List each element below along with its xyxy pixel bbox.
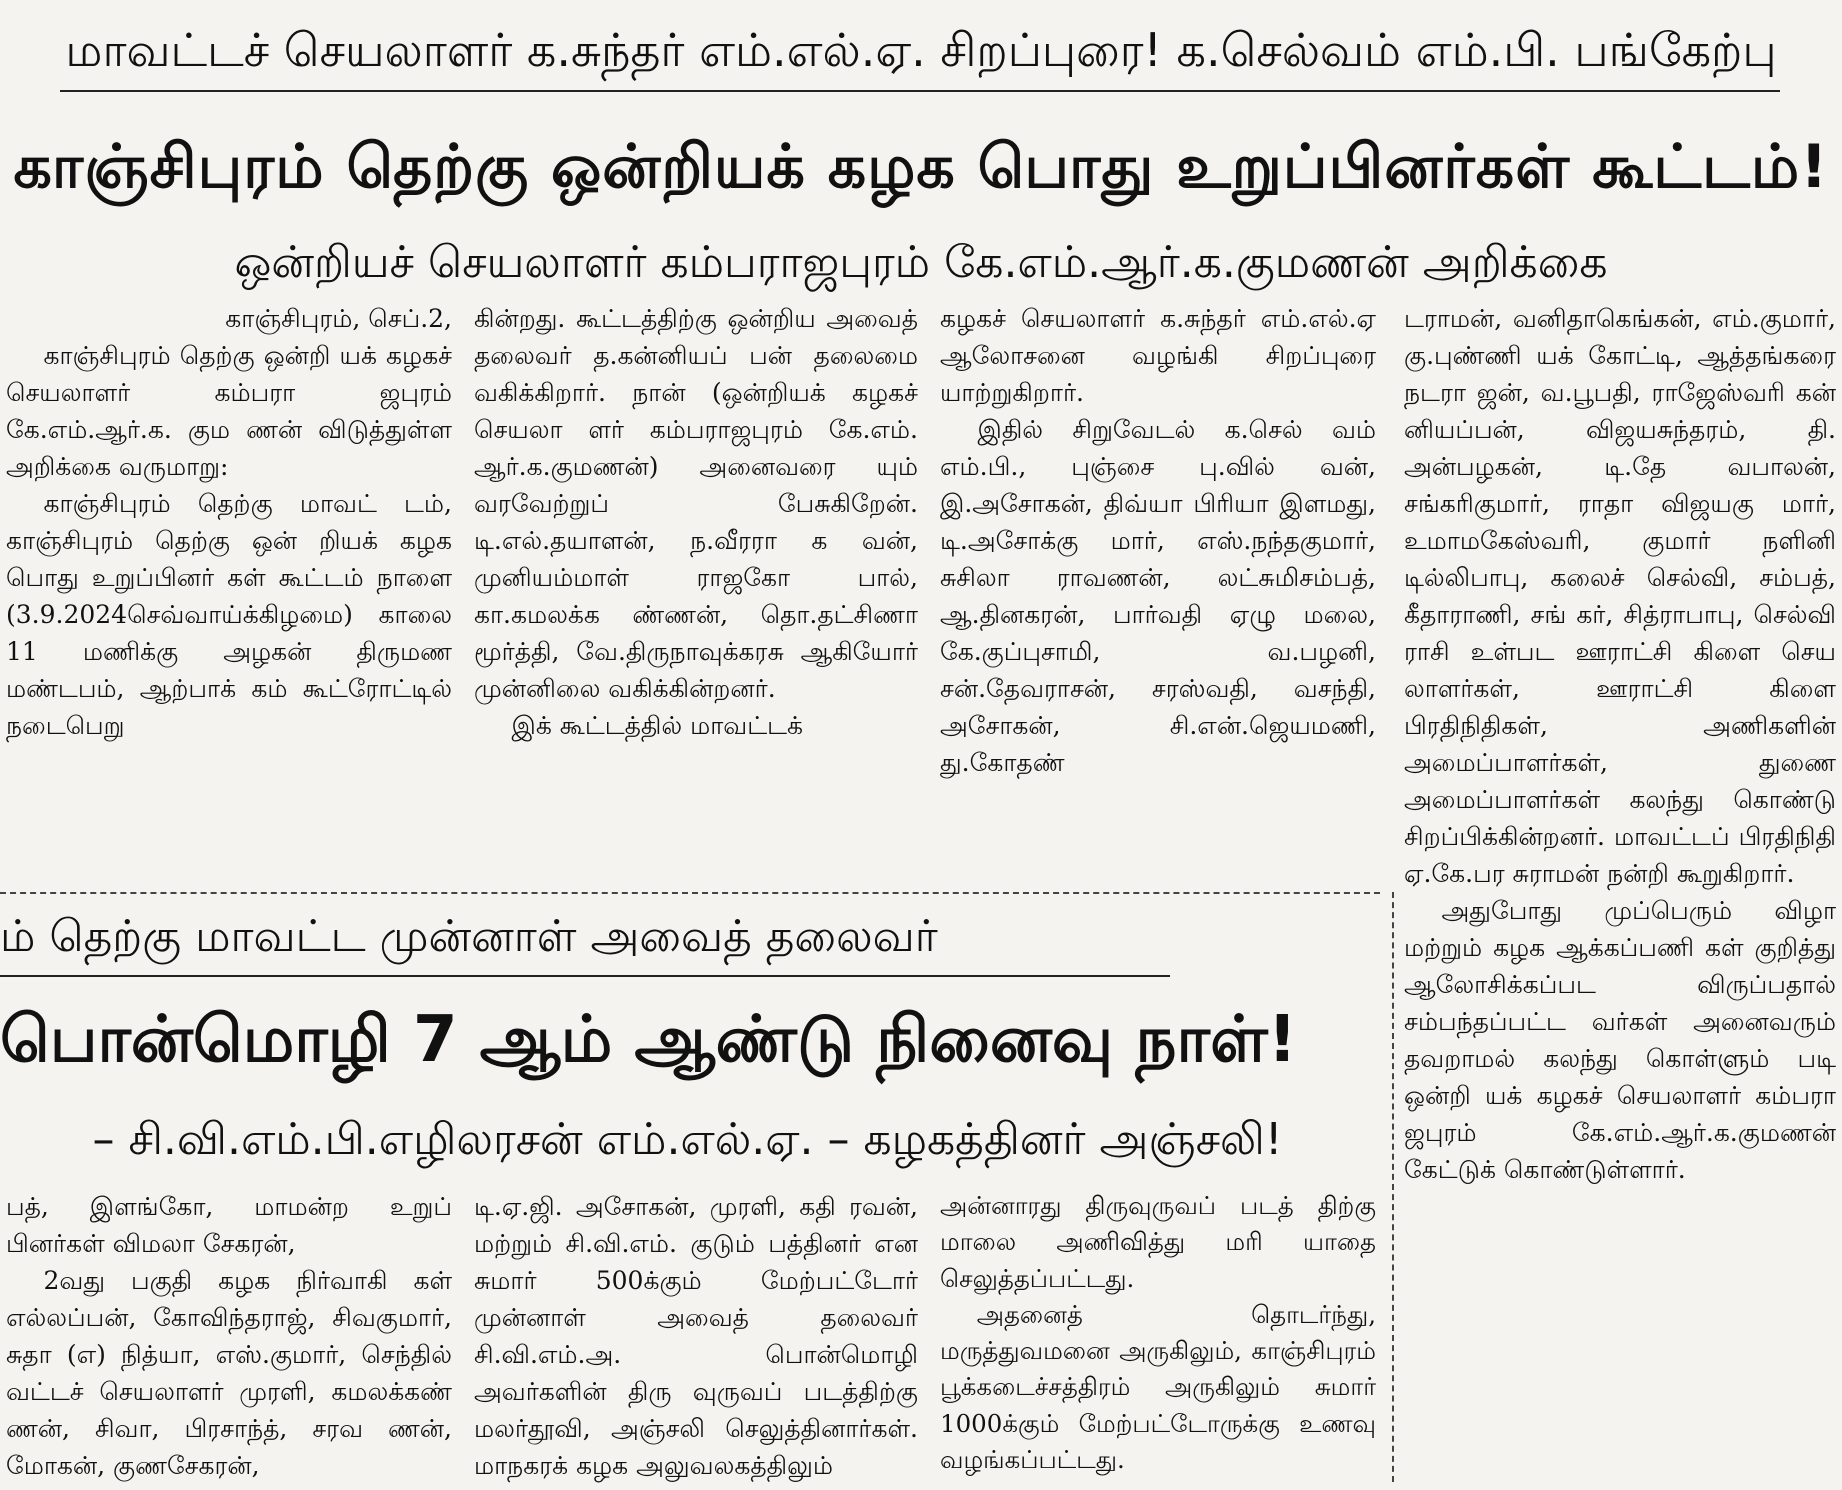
- story1-headline: காஞ்சிபுரம் தெற்கு ஒன்றியக் கழக பொது உறுப்பினர்கள் கூட்டம்!: [13, 132, 1829, 202]
- story2-column-2: [468, 1188, 924, 1488]
- story2-headline: பொன்மொழி 7 ஆம் ஆண்டு நினைவு நாள்!: [0, 1003, 1297, 1077]
- kicker-rule: [60, 90, 1780, 92]
- kicker-rule: [0, 975, 1170, 977]
- paragraph: கழகச் செயலாளர் க.சுந்தர் எம்.எல்.ஏ ஆலோசனை வழங்கி சிறப்புரை யாற்றுகிறார்.: [940, 304, 1376, 407]
- dateline: காஞ்சிபுரம், செப்.2,: [225, 304, 452, 333]
- paragraph: 2வது பகுதி கழக நிர்வாகி கள் எல்லப்பன், கோவிந்தராஜ், சிவகுமார், சுதா (எ) நித்யா, எஸ்.குமார், செந்தில் வட்டச் செயலாளர் முரளி, கமலக்கண் ணன், சிவா, பிரசாந்த், சரவ ணன், மோகன், குணசேகரன்,: [6, 1266, 452, 1480]
- story1-column-4: [1398, 300, 1842, 1484]
- paragraph: அன்னாரது திருவுருவப் படத் திற்கு மாலை அணிவித்து மரி யாதை செலுத்தப்பட்டது.: [940, 1191, 1376, 1293]
- paragraph: டி.ஏ.ஜி. அசோகன், முரளி, கதி ரவன், மற்றும் சி.வி.எம். குடும் பத்தினர் என சுமார் 500க்கும் மேற்பட்டோர் முன்னாள் அவைத் தலைவர் சி.வி.எம்.அ. பொன்மொழி அவர்களின் திரு வுருவப் படத்திற்கு மலர்தூவி, அஞ்சலி செலுத்தினார்கள். மாநகரக் கழக அலுவலகத்திலும்: [474, 1192, 918, 1480]
- story2-column-3: [934, 1188, 1382, 1488]
- paragraph: இதில் சிறுவேடல் க.செல் வம் எம்.பி., புஞ்சை பு.வில் வன், இ.அசோகன், திவ்யா பிரியா இளமது, டி.அசோக்கு மார், எஸ்.நந்தகுமார், சுசிலா ராவணன், லட்சுமிசம்பத், ஆ.தினகரன், பார்வதி ஏழு மலை, கே.குப்புசாமி, வ.பழனி, சன்.தேவராசன், சரஸ்வதி, வசந்தி, அசோகன், சி.என்.ஜெயமணி, து.கோதண்: [940, 415, 1376, 777]
- paragraph: பத், இளங்கோ, மாமன்ற உறுப் பினர்கள் விமலா சேகரன்,: [6, 1192, 452, 1258]
- story2-kicker: ம் தெற்கு மாவட்ட முன்னாள் அவைத் தலைவர்: [0, 911, 938, 962]
- story1-kicker: மாவட்டச் செயலாளர் க.சுந்தர் எம்.எல்.ஏ. சிறப்புரை! க.செல்வம் எம்.பி. பங்கேற்பு: [65, 23, 1777, 77]
- story1-column-3: [934, 300, 1382, 890]
- story2-subhead: – சி.வி.எம்.பி.எழிலரசன் எம்.எல்.ஏ. – கழகத்தினர் அஞ்சலி!: [92, 1114, 1283, 1165]
- story-divider: [0, 892, 1380, 894]
- paragraph: டராமன், வனிதாகெங்கன், எம்.குமார், கு.புண்ணி யக் கோட்டி, ஆத்தங்கரை நடரா ஜன், வ.பூபதி, ராஜேஸ்வரி கன் னியப்பன், விஜயசுந்தரம், தி. அன்பழகன், டி.தே வபாலன், சங்கரிகுமார், ராதா விஜயகு மார், உமாமகேஸ்வரி, குமார் நளினி டில்லிபாபு, கலைச் செல்வி, சம்பத், கீதாராணி, சங் கர், சித்ராபாபு, செல்வி ராசி உள்பட ஊராட்சி கிளை செய லாளர்கள், ஊராட்சி கிளை பிரதிநிதிகள், அணிகளின் அமைப்பாளர்கள், துணை அமைப்பாளர்கள் கலந்து கொண்டு சிறப்பிக்கின்றனர். மாவட்டப் பிரதிநிதி ஏ.கே.பர சுராமன் நன்றி கூறுகிறார்.: [1404, 304, 1836, 888]
- story1-column-2: [468, 300, 924, 890]
- story2-column-1: [0, 1188, 458, 1488]
- paragraph: அதுபோது முப்பெரும் விழா மற்றும் கழக ஆக்கப்பணி கள் குறித்து ஆலோசிக்கப்பட விருப்பதால் சம்பந்தப்பட்ட வர்கள் அனைவரும் தவறாமல் கலந்து கொள்ளும் படி ஒன்றி யக் கழகச் செயலாளர் கம்பரா ஜபுரம் கே.எம்.ஆர்.க.குமணன் கேட்டுக் கொண்டுள்ளார்.: [1404, 896, 1836, 1184]
- paragraph: காஞ்சிபுரம் தெற்கு மாவட் டம், காஞ்சிபுரம் தெற்கு ஒன் றியக் கழக பொது உறுப்பினர் கள் கூட்டம் நாளை (3.9.2024செவ்வாய்க்கிழமை) காலை 11 மணிக்கு அழகன் திருமண மண்டபம், ஆற்பாக் கம் கூட்ரோட்டில் நடைபெறு: [6, 489, 452, 740]
- paragraph: அதனைத் தொடர்ந்து, மருத்துவமனை அருகிலும், காஞ்சிபுரம் பூக்கடைச்சத்திரம் அருகிலும் சுமார் 1000க்கும் மேற்பட்டோருக்கு உணவு வழங்கப்பட்டது.: [940, 1299, 1376, 1474]
- paragraph: கின்றது. கூட்டத்திற்கு ஒன்றிய அவைத் தலைவர் த.கன்னியப் பன் தலைமை வகிக்கிறார். நான் (ஒன்றியக் கழகச் செயலா ளர் கம்பராஜபுரம் கே.எம். ஆர்.க.குமணன்) அனைவரை யும் வரவேற்றுப் பேசுகிறேன். டி.எல்.தயாளன், ந.வீரரா க வன், முனியம்மாள் ராஜகோ பால், கா.கமலக்க ண்ணன், தொ.தட்சிணா மூர்த்தி, வே.திருநாவுக்கரசு ஆகியோர் முன்னிலை வகிக்கின்றனர்.: [474, 304, 918, 703]
- paragraph: காஞ்சிபுரம் தெற்கு ஒன்றி யக் கழகச் செயலாளர் கம்பரா ஜபுரம் கே.எம்.ஆர்.க. கும ணன் விடுத்துள்ள அறிக்கை வருமாறு:: [6, 341, 452, 481]
- story1-subhead: ஒன்றியச் செயலாளர் கம்பராஜபுரம் கே.எம்.ஆர்.க.குமணன் அறிக்கை: [234, 237, 1608, 288]
- story1-column-1: [0, 300, 458, 890]
- column-divider: [1392, 892, 1394, 1482]
- paragraph: இக் கூட்டத்தில் மாவட்டக்: [511, 711, 803, 740]
